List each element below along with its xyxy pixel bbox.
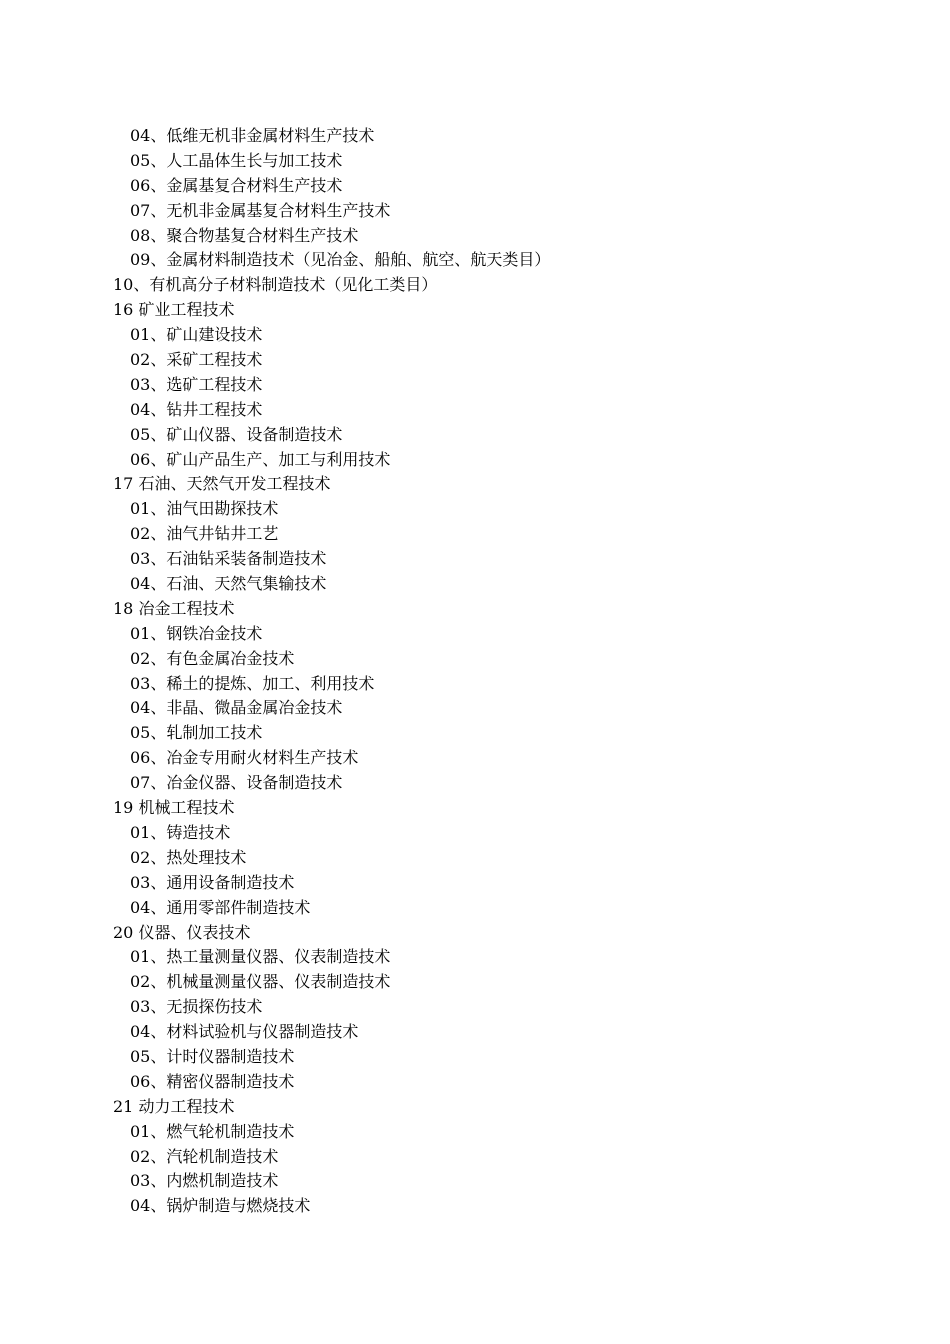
list-item: 02、汽轮机制造技术 (130, 1146, 279, 1166)
list-item: 04、钻井工程技术 (130, 399, 263, 419)
section-heading: 21 动力工程技术 (113, 1096, 235, 1116)
list-item: 04、低维无机非金属材料生产技术 (130, 126, 375, 145)
section-heading: 18 冶金工程技术 (113, 598, 235, 618)
list-item: 06、精密仪器制造技术 (130, 1071, 295, 1091)
list-item: 05、人工晶体生长与加工技术 (130, 150, 343, 170)
list-item: 02、油气井钻井工艺 (130, 524, 279, 544)
list-item: 01、热工量测量仪器、仪表制造技术 (130, 947, 391, 967)
list-item: 03、无损探伤技术 (130, 997, 263, 1017)
list-item: 02、热处理技术 (130, 847, 247, 867)
list-item: 01、燃气轮机制造技术 (130, 1121, 295, 1141)
list-item: 08、聚合物基复合材料生产技术 (130, 225, 359, 245)
list-item: 04、石油、天然气集输技术 (130, 574, 327, 594)
list-item: 09、金属材料制造技术（见冶金、船舶、航空、航天类目） (130, 250, 551, 270)
list-item: 04、通用零部件制造技术 (130, 897, 311, 917)
list-item: 04、材料试验机与仪器制造技术 (130, 1022, 359, 1042)
list-item: 05、计时仪器制造技术 (130, 1046, 295, 1066)
list-item: 07、冶金仪器、设备制造技术 (130, 773, 343, 793)
list-item: 03、内燃机制造技术 (130, 1171, 279, 1191)
document-body (0, 124, 950, 1219)
list-item: 02、机械量测量仪器、仪表制造技术 (130, 972, 391, 992)
list-item: 06、矿山产品生产、加工与利用技术 (130, 449, 391, 469)
list-item: 02、有色金属冶金技术 (130, 648, 295, 668)
list-item: 05、轧制加工技术 (130, 723, 263, 743)
section-heading: 20 仪器、仪表技术 (113, 922, 251, 942)
list-item: 01、钢铁冶金技术 (130, 623, 263, 643)
section-heading: 10、有机高分子材料制造技术（见化工类目） (113, 275, 438, 295)
list-item: 05、矿山仪器、设备制造技术 (130, 424, 343, 444)
list-item: 04、非晶、微晶金属冶金技术 (130, 698, 343, 718)
list-item: 01、油气田勘探技术 (130, 499, 279, 519)
list-item: 03、稀土的提炼、加工、利用技术 (130, 673, 375, 693)
list-item: 06、冶金专用耐火材料生产技术 (130, 748, 359, 768)
list-item: 02、采矿工程技术 (130, 350, 263, 370)
list-item: 07、无机非金属基复合材料生产技术 (130, 200, 391, 220)
list-item: 03、选矿工程技术 (130, 374, 263, 394)
list-item: 04、锅炉制造与燃烧技术 (130, 1196, 311, 1216)
list-item: 03、通用设备制造技术 (130, 872, 295, 892)
section-heading: 16 矿业工程技术 (113, 300, 235, 320)
list-item: 01、矿山建设技术 (130, 325, 263, 345)
section-heading: 19 机械工程技术 (113, 798, 235, 818)
list-item: 03、石油钻采装备制造技术 (130, 549, 327, 569)
list-item: 01、铸造技术 (130, 822, 231, 842)
list-item: 06、金属基复合材料生产技术 (130, 175, 343, 195)
section-heading: 17 石油、天然气开发工程技术 (113, 474, 331, 494)
